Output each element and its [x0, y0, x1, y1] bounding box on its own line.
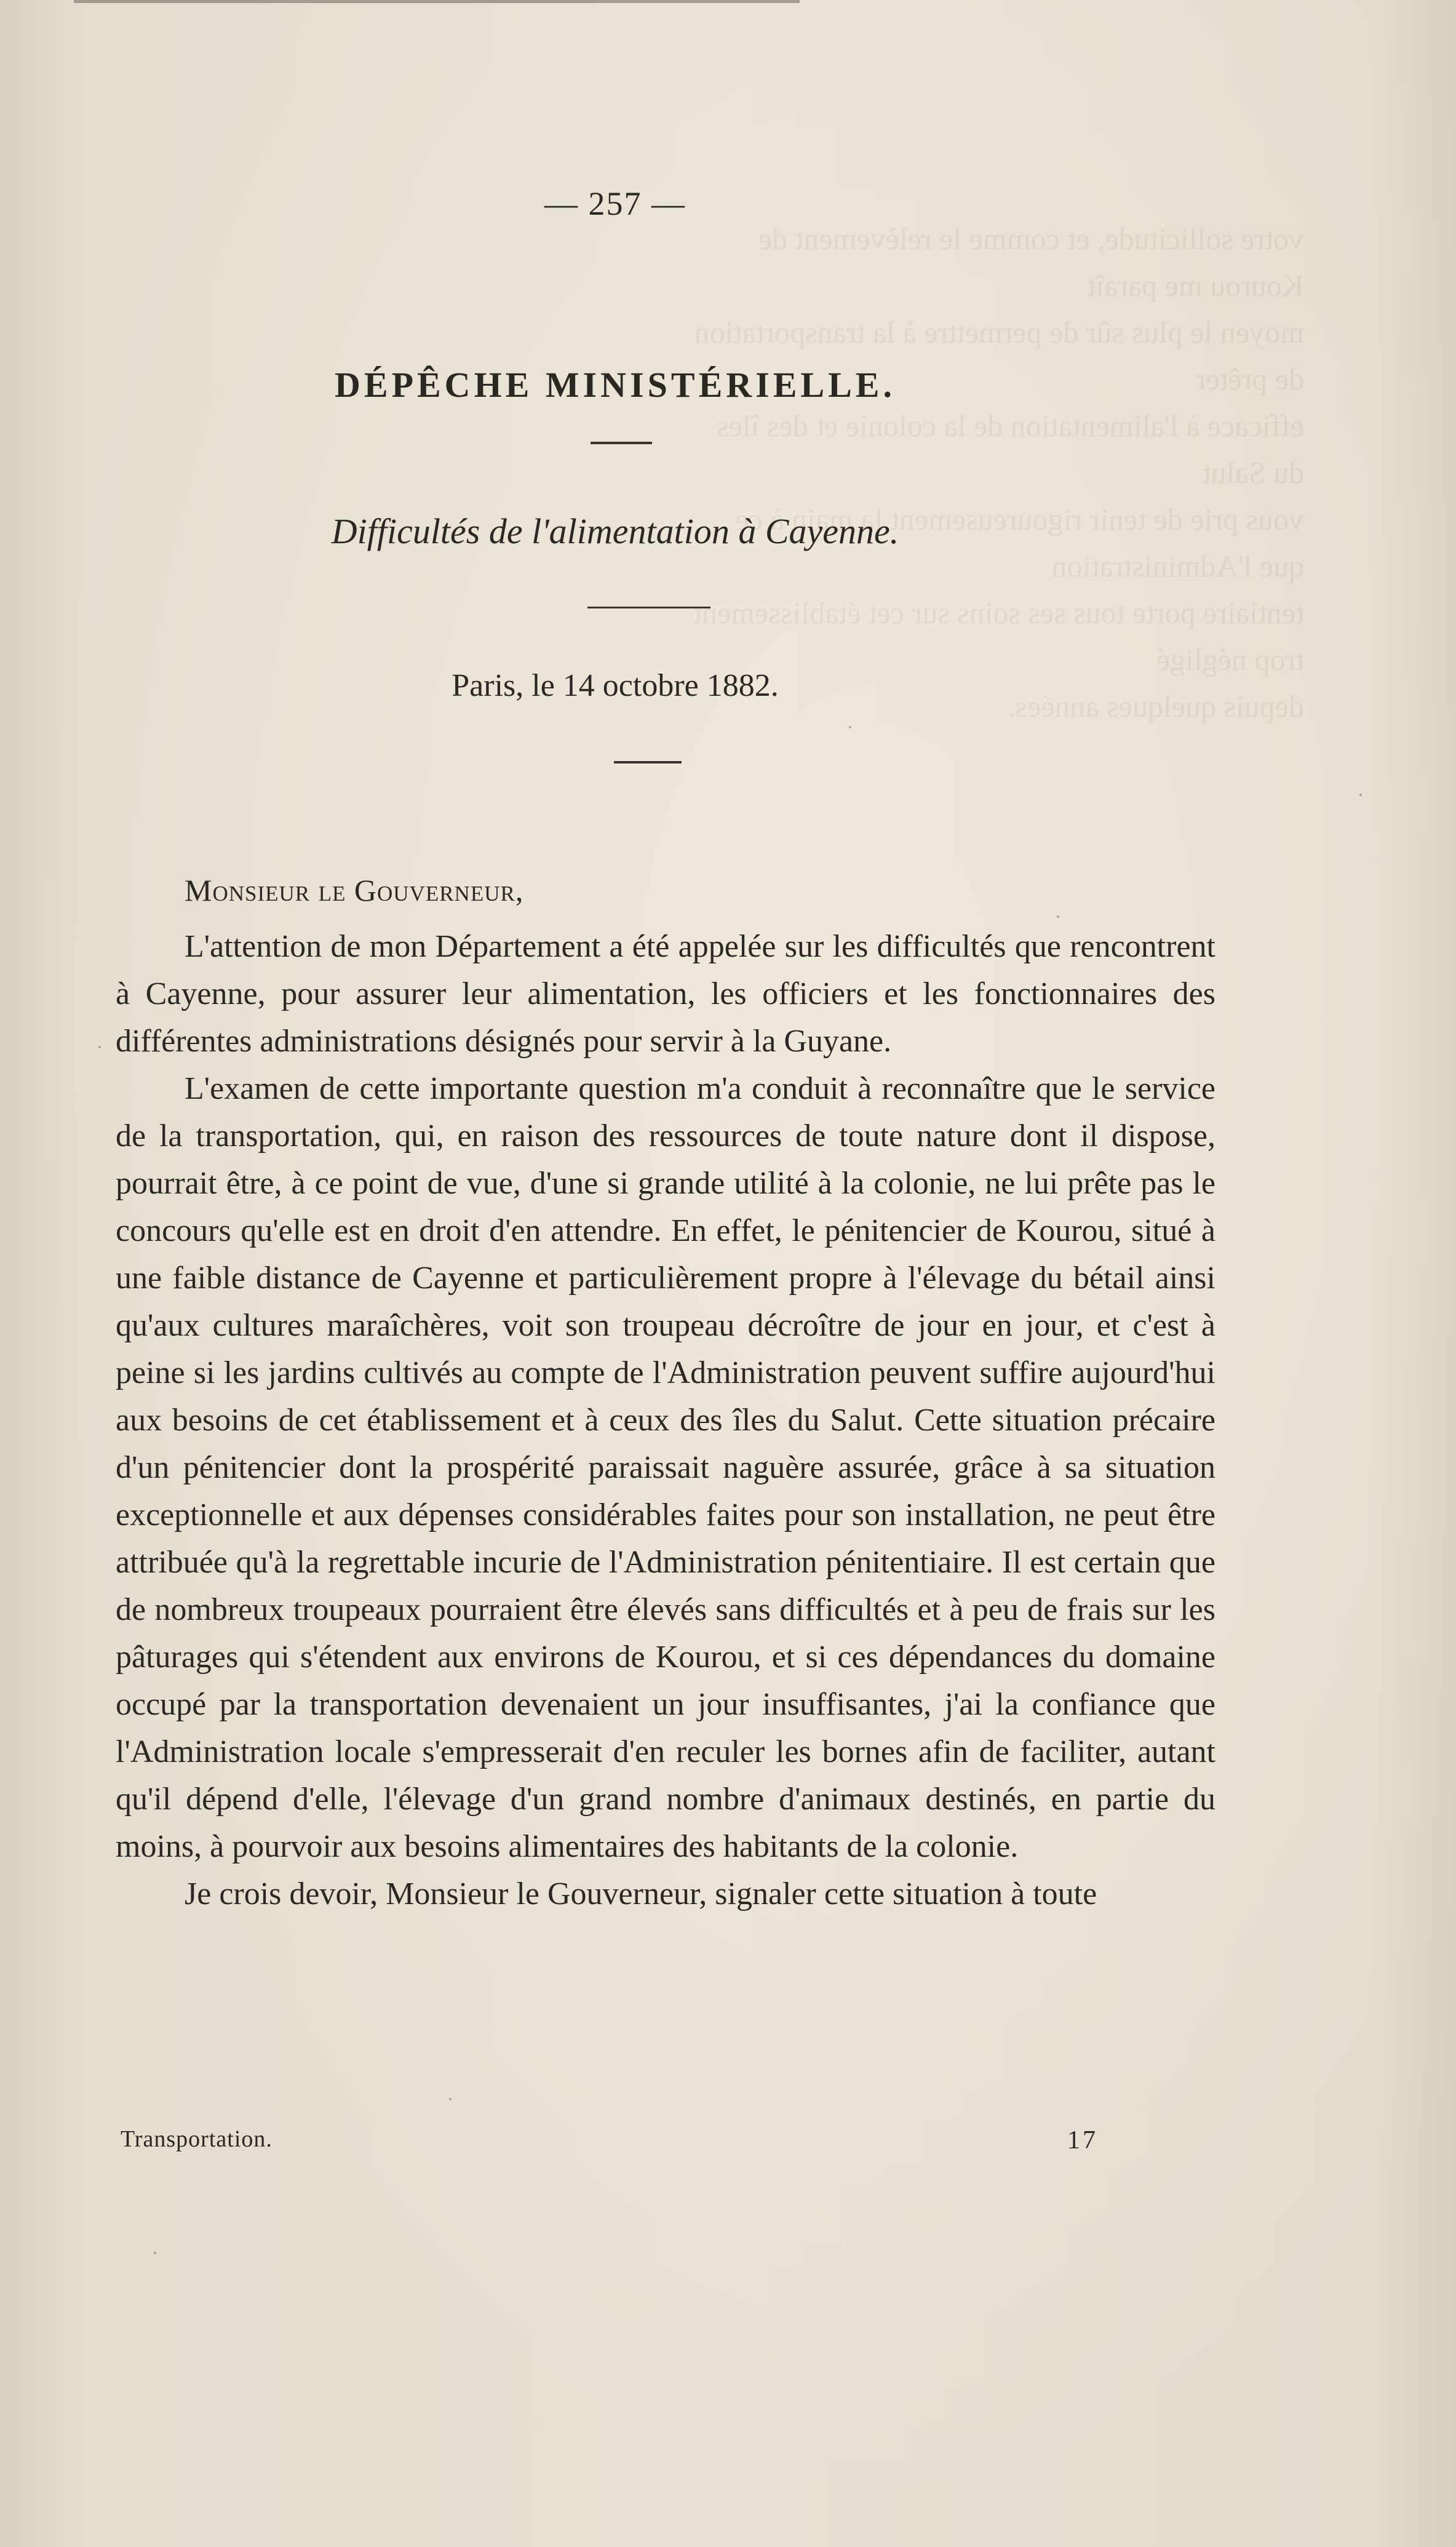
dateline-rule [614, 761, 682, 763]
document-title: DÉPÊCHE MINISTÉRIELLE. [335, 365, 896, 405]
sheet-number: 17 [1067, 2126, 1098, 2154]
page-number: — 257 — [544, 185, 686, 222]
footer-signature: Transportation. [121, 2126, 273, 2152]
paragraph: Je crois devoir, Monsieur le Gouverneur, signaler cette situation à toute [185, 1876, 1097, 1911]
subtitle-rule [587, 607, 710, 608]
show-through-decoration: votre sollicitude, et comme le relèvement de Kourou me paraît moyen le plus sûr de permettre à la transportation de prêter efficace à l'alimentation de la colonie et des îles du Salut vous prie de tenir rigoureusement la main à ce que l'Administration tentiaire porte tous ses soins sur cet établissement trop négligé depuis quelques années. [693, 221, 1304, 723]
letter-body [116, 923, 1215, 1918]
title-rule [591, 442, 652, 444]
salutation: Monsieur le Gouverneur, [185, 873, 524, 907]
paragraph: L'attention de mon Département a été appelée sur les difficultés que rencontrent à Cayenne, pour assurer leur alimentation, les officiers et les fonctionnaires des différentes administrations désignés pour servir à la Guyane. [116, 929, 1215, 1059]
top-edge-rule [74, 0, 800, 3]
document-subtitle: Difficultés de l'alimentation à Cayenne. [331, 511, 899, 551]
dateline: Paris, le 14 octobre 1882. [452, 668, 779, 703]
paragraph: L'examen de cette importante question m'a conduit à reconnaître que le service de la transportation, qui, en raison des ressources de toute nature dont il dispose, pourrait être, à ce point de vue, d'une si grande utilité à la colonie, ne lui prête pas le concours qu'elle est en droit d'en attendre. En effet, le pénitencier de Kourou, situé à une faible distance de Cayenne et particulièrement propre à l'élevage du bétail ainsi qu'aux cultures maraîchères, voit son troupeau décroître de jour en jour, et c'est à peine si les jardins cultivés au compte de l'Administration peuvent suffire aujourd'hui aux besoins de cet établissement et à ceux des îles du Salut. Cette situation précaire d'un pénitencier dont la prospérité paraissait naguère assurée, grâce à sa situation exceptionnelle et aux dépenses considérables faites pour son installation, ne peut être attribuée qu'à la regrettable incurie de l'Administration pénitentiaire. Il est certain que de nombreux troupeaux pourraient être élevés sans difficultés et à peu de frais sur les pâturages qui s'étendent aux environs de Kourou, et si ces dépendances du domaine occupé par la transportation devenaient un jour insuffisantes, j'ai la confiance que l'Administration locale s'empresserait d'en reculer les bornes afin de faciliter, autant qu'il dépend d'elle, l'élevage d'un grand nombre d'animaux destinés, en partie du moins, à pourvoir aux besoins alimentaires des habitants de la colonie. [116, 1071, 1215, 1864]
